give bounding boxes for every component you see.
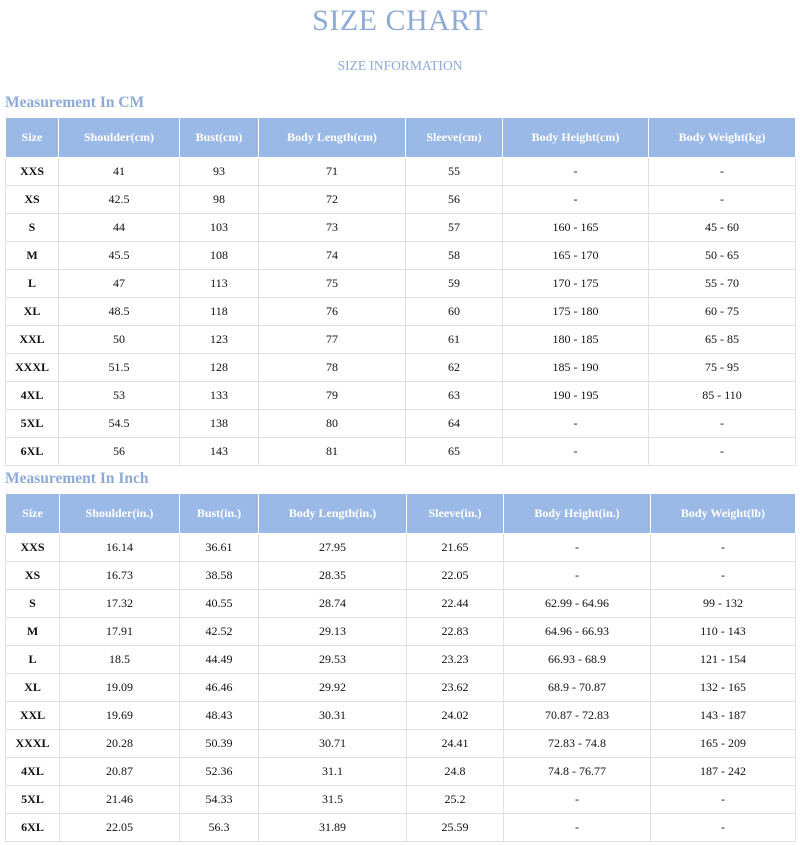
table-cell: 99 - 132 <box>651 590 796 618</box>
table-row <box>6 702 796 730</box>
size-cell: L <box>6 646 60 674</box>
table-cell: 81 <box>259 438 406 466</box>
table-cell: - <box>651 562 796 590</box>
table-cell: 41 <box>59 158 180 186</box>
table-cell: 52.36 <box>180 758 259 786</box>
column-header: Body Height(cm) <box>503 118 649 158</box>
table-cell: 28.74 <box>259 590 407 618</box>
column-header: Body Height(in.) <box>504 494 651 534</box>
table-row <box>6 158 796 186</box>
table-row <box>6 298 796 326</box>
table-cell: 48.43 <box>180 702 259 730</box>
table-cell: 110 - 143 <box>651 618 796 646</box>
table-row <box>6 618 796 646</box>
table-cell: 187 - 242 <box>651 758 796 786</box>
table-cell: 36.61 <box>180 534 259 562</box>
table-cell: 98 <box>180 186 259 214</box>
table-cell: - <box>503 410 649 438</box>
column-header: Size <box>6 118 59 158</box>
table-cell: 180 - 185 <box>503 326 649 354</box>
table-cell: 45.5 <box>59 242 180 270</box>
table-cell: - <box>504 534 651 562</box>
table-cell: - <box>503 438 649 466</box>
size-cell: XXL <box>6 702 60 730</box>
table-cell: 44 <box>59 214 180 242</box>
size-cell: M <box>6 242 59 270</box>
table-cell: 16.14 <box>60 534 180 562</box>
table-cell: 71 <box>259 158 406 186</box>
table-cell: 38.58 <box>180 562 259 590</box>
size-cell: XL <box>6 298 59 326</box>
table-header-row <box>6 118 796 158</box>
column-header: Size <box>6 494 60 534</box>
table-cell: 128 <box>180 354 259 382</box>
table-cell: 31.1 <box>259 758 407 786</box>
table-cell: 31.5 <box>259 786 407 814</box>
table-cell: 21.46 <box>60 786 180 814</box>
table-cell: 143 <box>180 438 259 466</box>
table-cell: 62 <box>406 354 503 382</box>
table-cell: 19.09 <box>60 674 180 702</box>
table-cell: - <box>504 814 651 842</box>
table-cell: 103 <box>180 214 259 242</box>
table-cell: 70.87 - 72.83 <box>504 702 651 730</box>
table-cell: 27.95 <box>259 534 407 562</box>
table-row <box>6 758 796 786</box>
table-row <box>6 646 796 674</box>
table-row <box>6 730 796 758</box>
table-cell: 85 - 110 <box>649 382 796 410</box>
table-cell: - <box>651 786 796 814</box>
table-cell: 56.3 <box>180 814 259 842</box>
table-cell: 28.35 <box>259 562 407 590</box>
size-cell: XL <box>6 674 60 702</box>
table-row <box>6 786 796 814</box>
table-row <box>6 382 796 410</box>
table-cell: 64.96 - 66.93 <box>504 618 651 646</box>
size-cell: L <box>6 270 59 298</box>
table-cell: 50.39 <box>180 730 259 758</box>
table-cell: 175 - 180 <box>503 298 649 326</box>
table-cell: 56 <box>59 438 180 466</box>
size-cell: S <box>6 590 60 618</box>
table-cell: - <box>649 410 796 438</box>
table-cell: 190 - 195 <box>503 382 649 410</box>
table-cell: 56 <box>406 186 503 214</box>
column-header: Body Length(cm) <box>259 118 406 158</box>
table-cell: 23.23 <box>407 646 504 674</box>
table-cell: 60 <box>406 298 503 326</box>
table-cell: - <box>503 158 649 186</box>
table-cell: 73 <box>259 214 406 242</box>
table-cell: - <box>649 438 796 466</box>
table-cell: 50 - 65 <box>649 242 796 270</box>
size-cell: XXL <box>6 326 59 354</box>
table-cell: 61 <box>406 326 503 354</box>
column-header: Body Weight(lb) <box>651 494 796 534</box>
table-cell: 108 <box>180 242 259 270</box>
table-cell: 45 - 60 <box>649 214 796 242</box>
table-cell: 143 - 187 <box>651 702 796 730</box>
table-cell: 72 <box>259 186 406 214</box>
section-heading-cm: Measurement In CM <box>5 94 145 111</box>
table-row <box>6 242 796 270</box>
table-cell: 62.99 - 64.96 <box>504 590 651 618</box>
table-cell: 54.5 <box>59 410 180 438</box>
table-row <box>6 438 796 466</box>
table-cell: 22.05 <box>60 814 180 842</box>
section-heading-inch: Measurement In Inch <box>5 470 149 487</box>
table-cell: 30.31 <box>259 702 407 730</box>
table-cell: - <box>651 814 796 842</box>
table-cell: 25.59 <box>407 814 504 842</box>
column-header: Body Length(in.) <box>259 494 407 534</box>
table-cell: 60 - 75 <box>649 298 796 326</box>
table-cell: 29.13 <box>259 618 407 646</box>
table-row <box>6 814 796 842</box>
table-cell: 29.53 <box>259 646 407 674</box>
table-cell: 29.92 <box>259 674 407 702</box>
table-row <box>6 214 796 242</box>
table-row <box>6 534 796 562</box>
table-cell: 68.9 - 70.87 <box>504 674 651 702</box>
table-cell: 22.44 <box>407 590 504 618</box>
table-cell: 76 <box>259 298 406 326</box>
table-cell: 75 - 95 <box>649 354 796 382</box>
table-cell: 20.87 <box>60 758 180 786</box>
size-table-cm <box>5 117 796 466</box>
table-cell: 44.49 <box>180 646 259 674</box>
table-row <box>6 562 796 590</box>
table-cell: 47 <box>59 270 180 298</box>
table-cell: 22.05 <box>407 562 504 590</box>
column-header: Bust(in.) <box>180 494 259 534</box>
table-cell: - <box>651 534 796 562</box>
table-cell: 138 <box>180 410 259 438</box>
table-cell: 53 <box>59 382 180 410</box>
size-cell: XS <box>6 186 59 214</box>
size-cell: S <box>6 214 59 242</box>
table-cell: 133 <box>180 382 259 410</box>
table-cell: 74 <box>259 242 406 270</box>
table-cell: 118 <box>180 298 259 326</box>
table-cell: 170 - 175 <box>503 270 649 298</box>
table-cell: 17.32 <box>60 590 180 618</box>
table-cell: 79 <box>259 382 406 410</box>
table-cell: 185 - 190 <box>503 354 649 382</box>
page-subtitle: SIZE INFORMATION <box>337 58 463 73</box>
size-table-inch <box>5 493 796 842</box>
table-cell: - <box>649 158 796 186</box>
table-cell: 40.55 <box>180 590 259 618</box>
table-cell: 59 <box>406 270 503 298</box>
size-cell: M <box>6 618 60 646</box>
table-cell: - <box>503 186 649 214</box>
table-cell: 66.93 - 68.9 <box>504 646 651 674</box>
table-cell: - <box>504 562 651 590</box>
size-cell: 6XL <box>6 438 59 466</box>
table-cell: 74.8 - 76.77 <box>504 758 651 786</box>
column-header: Shoulder(cm) <box>59 118 180 158</box>
table-cell: 65 <box>406 438 503 466</box>
table-row <box>6 410 796 438</box>
table-cell: - <box>504 786 651 814</box>
table-cell: 58 <box>406 242 503 270</box>
table-cell: - <box>649 186 796 214</box>
table-cell: 50 <box>59 326 180 354</box>
table-cell: 51.5 <box>59 354 180 382</box>
table-cell: 24.02 <box>407 702 504 730</box>
size-cell: 4XL <box>6 758 60 786</box>
table-cell: 160 - 165 <box>503 214 649 242</box>
size-cell: XXXL <box>6 730 60 758</box>
table-cell: 165 - 170 <box>503 242 649 270</box>
size-cell: 5XL <box>6 410 59 438</box>
table-cell: 23.62 <box>407 674 504 702</box>
table-cell: 20.28 <box>60 730 180 758</box>
column-header: Sleeve(cm) <box>406 118 503 158</box>
table-row <box>6 674 796 702</box>
table-cell: 30.71 <box>259 730 407 758</box>
table-cell: 65 - 85 <box>649 326 796 354</box>
table-cell: 31.89 <box>259 814 407 842</box>
table-cell: 48.5 <box>59 298 180 326</box>
table-row <box>6 326 796 354</box>
table-cell: 16.73 <box>60 562 180 590</box>
table-row <box>6 270 796 298</box>
table-cell: 22.83 <box>407 618 504 646</box>
size-cell: 4XL <box>6 382 59 410</box>
table-cell: 42.5 <box>59 186 180 214</box>
column-header: Body Weight(kg) <box>649 118 796 158</box>
table-cell: 80 <box>259 410 406 438</box>
table-cell: 77 <box>259 326 406 354</box>
table-cell: 93 <box>180 158 259 186</box>
table-cell: 75 <box>259 270 406 298</box>
table-cell: 63 <box>406 382 503 410</box>
table-header-row <box>6 494 796 534</box>
table-row <box>6 186 796 214</box>
table-cell: 42.52 <box>180 618 259 646</box>
table-cell: 24.8 <box>407 758 504 786</box>
table-row <box>6 590 796 618</box>
table-cell: 55 - 70 <box>649 270 796 298</box>
column-header: Shoulder(in.) <box>60 494 180 534</box>
size-cell: XXS <box>6 534 60 562</box>
table-cell: 132 - 165 <box>651 674 796 702</box>
table-cell: 18.5 <box>60 646 180 674</box>
table-cell: 24.41 <box>407 730 504 758</box>
table-cell: 55 <box>406 158 503 186</box>
size-cell: 6XL <box>6 814 60 842</box>
table-cell: 25.2 <box>407 786 504 814</box>
table-cell: 54.33 <box>180 786 259 814</box>
size-cell: XXS <box>6 158 59 186</box>
page-title: SIZE CHART <box>312 4 488 37</box>
table-cell: 78 <box>259 354 406 382</box>
size-cell: XXXL <box>6 354 59 382</box>
table-cell: 46.46 <box>180 674 259 702</box>
table-cell: 113 <box>180 270 259 298</box>
table-cell: 123 <box>180 326 259 354</box>
column-header: Sleeve(in.) <box>407 494 504 534</box>
size-cell: 5XL <box>6 786 60 814</box>
table-cell: 21.65 <box>407 534 504 562</box>
table-row <box>6 354 796 382</box>
table-cell: 17.91 <box>60 618 180 646</box>
size-cell: XS <box>6 562 60 590</box>
table-cell: 64 <box>406 410 503 438</box>
table-cell: 121 - 154 <box>651 646 796 674</box>
table-cell: 57 <box>406 214 503 242</box>
column-header: Bust(cm) <box>180 118 259 158</box>
table-cell: 72.83 - 74.8 <box>504 730 651 758</box>
table-cell: 165 - 209 <box>651 730 796 758</box>
table-cell: 19.69 <box>60 702 180 730</box>
